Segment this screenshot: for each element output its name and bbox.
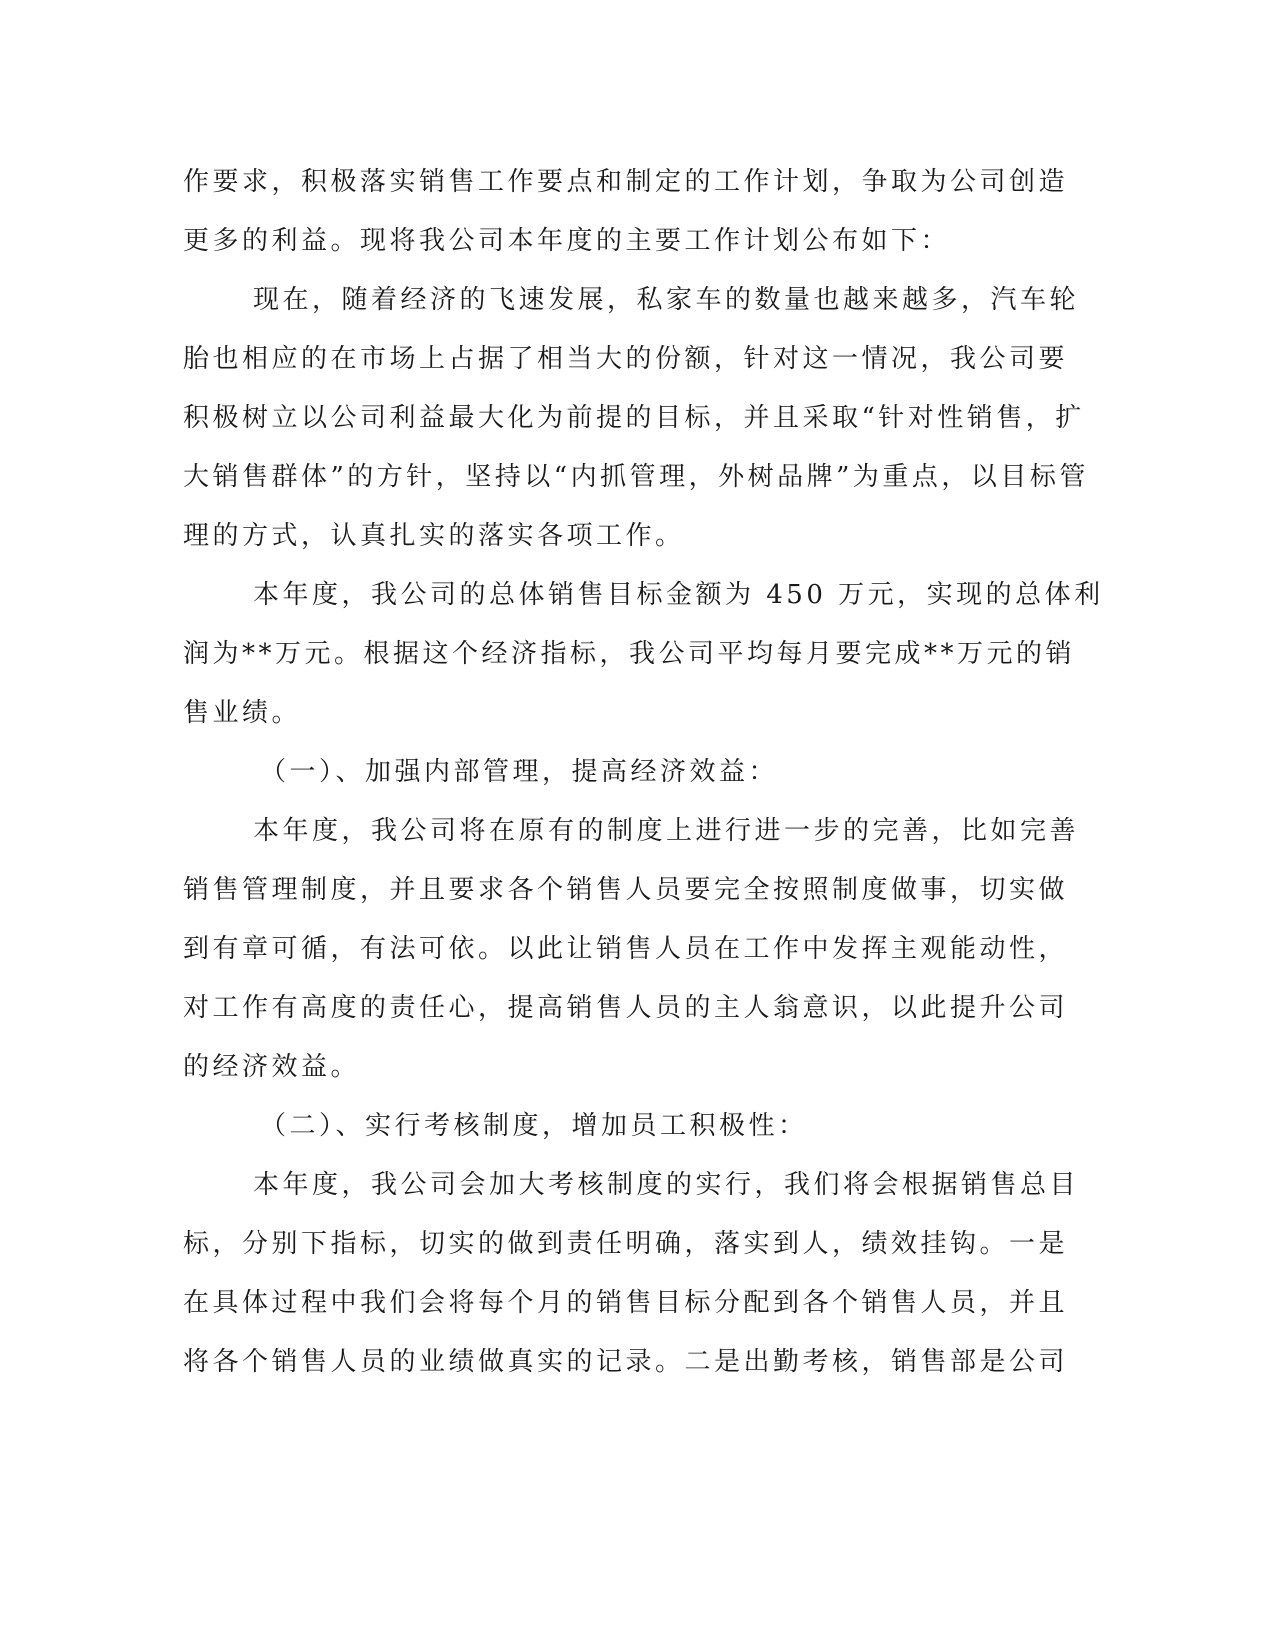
text-line-14: 到有章可循，有法可依。以此让销售人员在工作中发挥主观能动性， xyxy=(183,934,1069,964)
text-line-13: 销售管理制度，并且要求各个销售人员要完全按照制度做事，切实做 xyxy=(183,875,1069,905)
text-line-10: 售业绩。 xyxy=(183,698,302,728)
text-line-9: 润为**万元。根据这个经济指标，我公司平均每月要完成**万元的销 xyxy=(183,639,1076,669)
paragraph-start-line: 现在，随着经济的飞速发展，私家车的数量也越来越多，汽车轮 xyxy=(253,285,1080,315)
text-line-15: 对工作有高度的责任心，提高销售人员的主人翁意识，以此提升公司 xyxy=(183,993,1069,1023)
paragraph-start-line: 本年度，我公司的总体销售目标金额为 450 万元，实现的总体利 xyxy=(253,580,1104,610)
text-line-5: 积极树立以公司利益最大化为前提的目标，并且采取“针对性销售，扩 xyxy=(183,403,1085,433)
text-line-16: 的经济效益。 xyxy=(183,1052,361,1082)
section-heading-1: （一）、加强内部管理，提高经济效益： xyxy=(260,757,779,787)
paragraph-start-line: 本年度，我公司会加大考核制度的实行，我们将会根据销售总目 xyxy=(253,1170,1080,1200)
section-heading-2: （二）、实行考核制度，增加员工积极性： xyxy=(260,1111,808,1141)
text-line-2: 更多的利益。现将我公司本年度的主要工作计划公布如下： xyxy=(183,226,951,256)
paragraph-start-line: 本年度，我公司将在原有的制度上进行进一步的完善，比如完善 xyxy=(253,816,1080,846)
text-line-1: 作要求，积极落实销售工作要点和制定的工作计划，争取为公司创造 xyxy=(183,167,1069,197)
text-line-4: 胎也相应的在市场上占据了相当大的份额，针对这一情况，我公司要 xyxy=(183,344,1069,374)
text-line-20: 在具体过程中我们会将每个月的销售目标分配到各个销售人员，并且 xyxy=(183,1288,1069,1318)
text-line-21: 将各个销售人员的业绩做真实的记录。二是出勤考核，销售部是公司 xyxy=(183,1347,1069,1377)
text-line-7: 理的方式，认真扎实的落实各项工作。 xyxy=(183,521,685,551)
text-line-19: 标，分别下指标，切实的做到责任明确，落实到人，绩效挂钩。一是 xyxy=(183,1229,1069,1259)
text-line-6: 大销售群体”的方针，坚持以“内抓管理，外树品牌”为重点，以目标管 xyxy=(183,462,1089,492)
